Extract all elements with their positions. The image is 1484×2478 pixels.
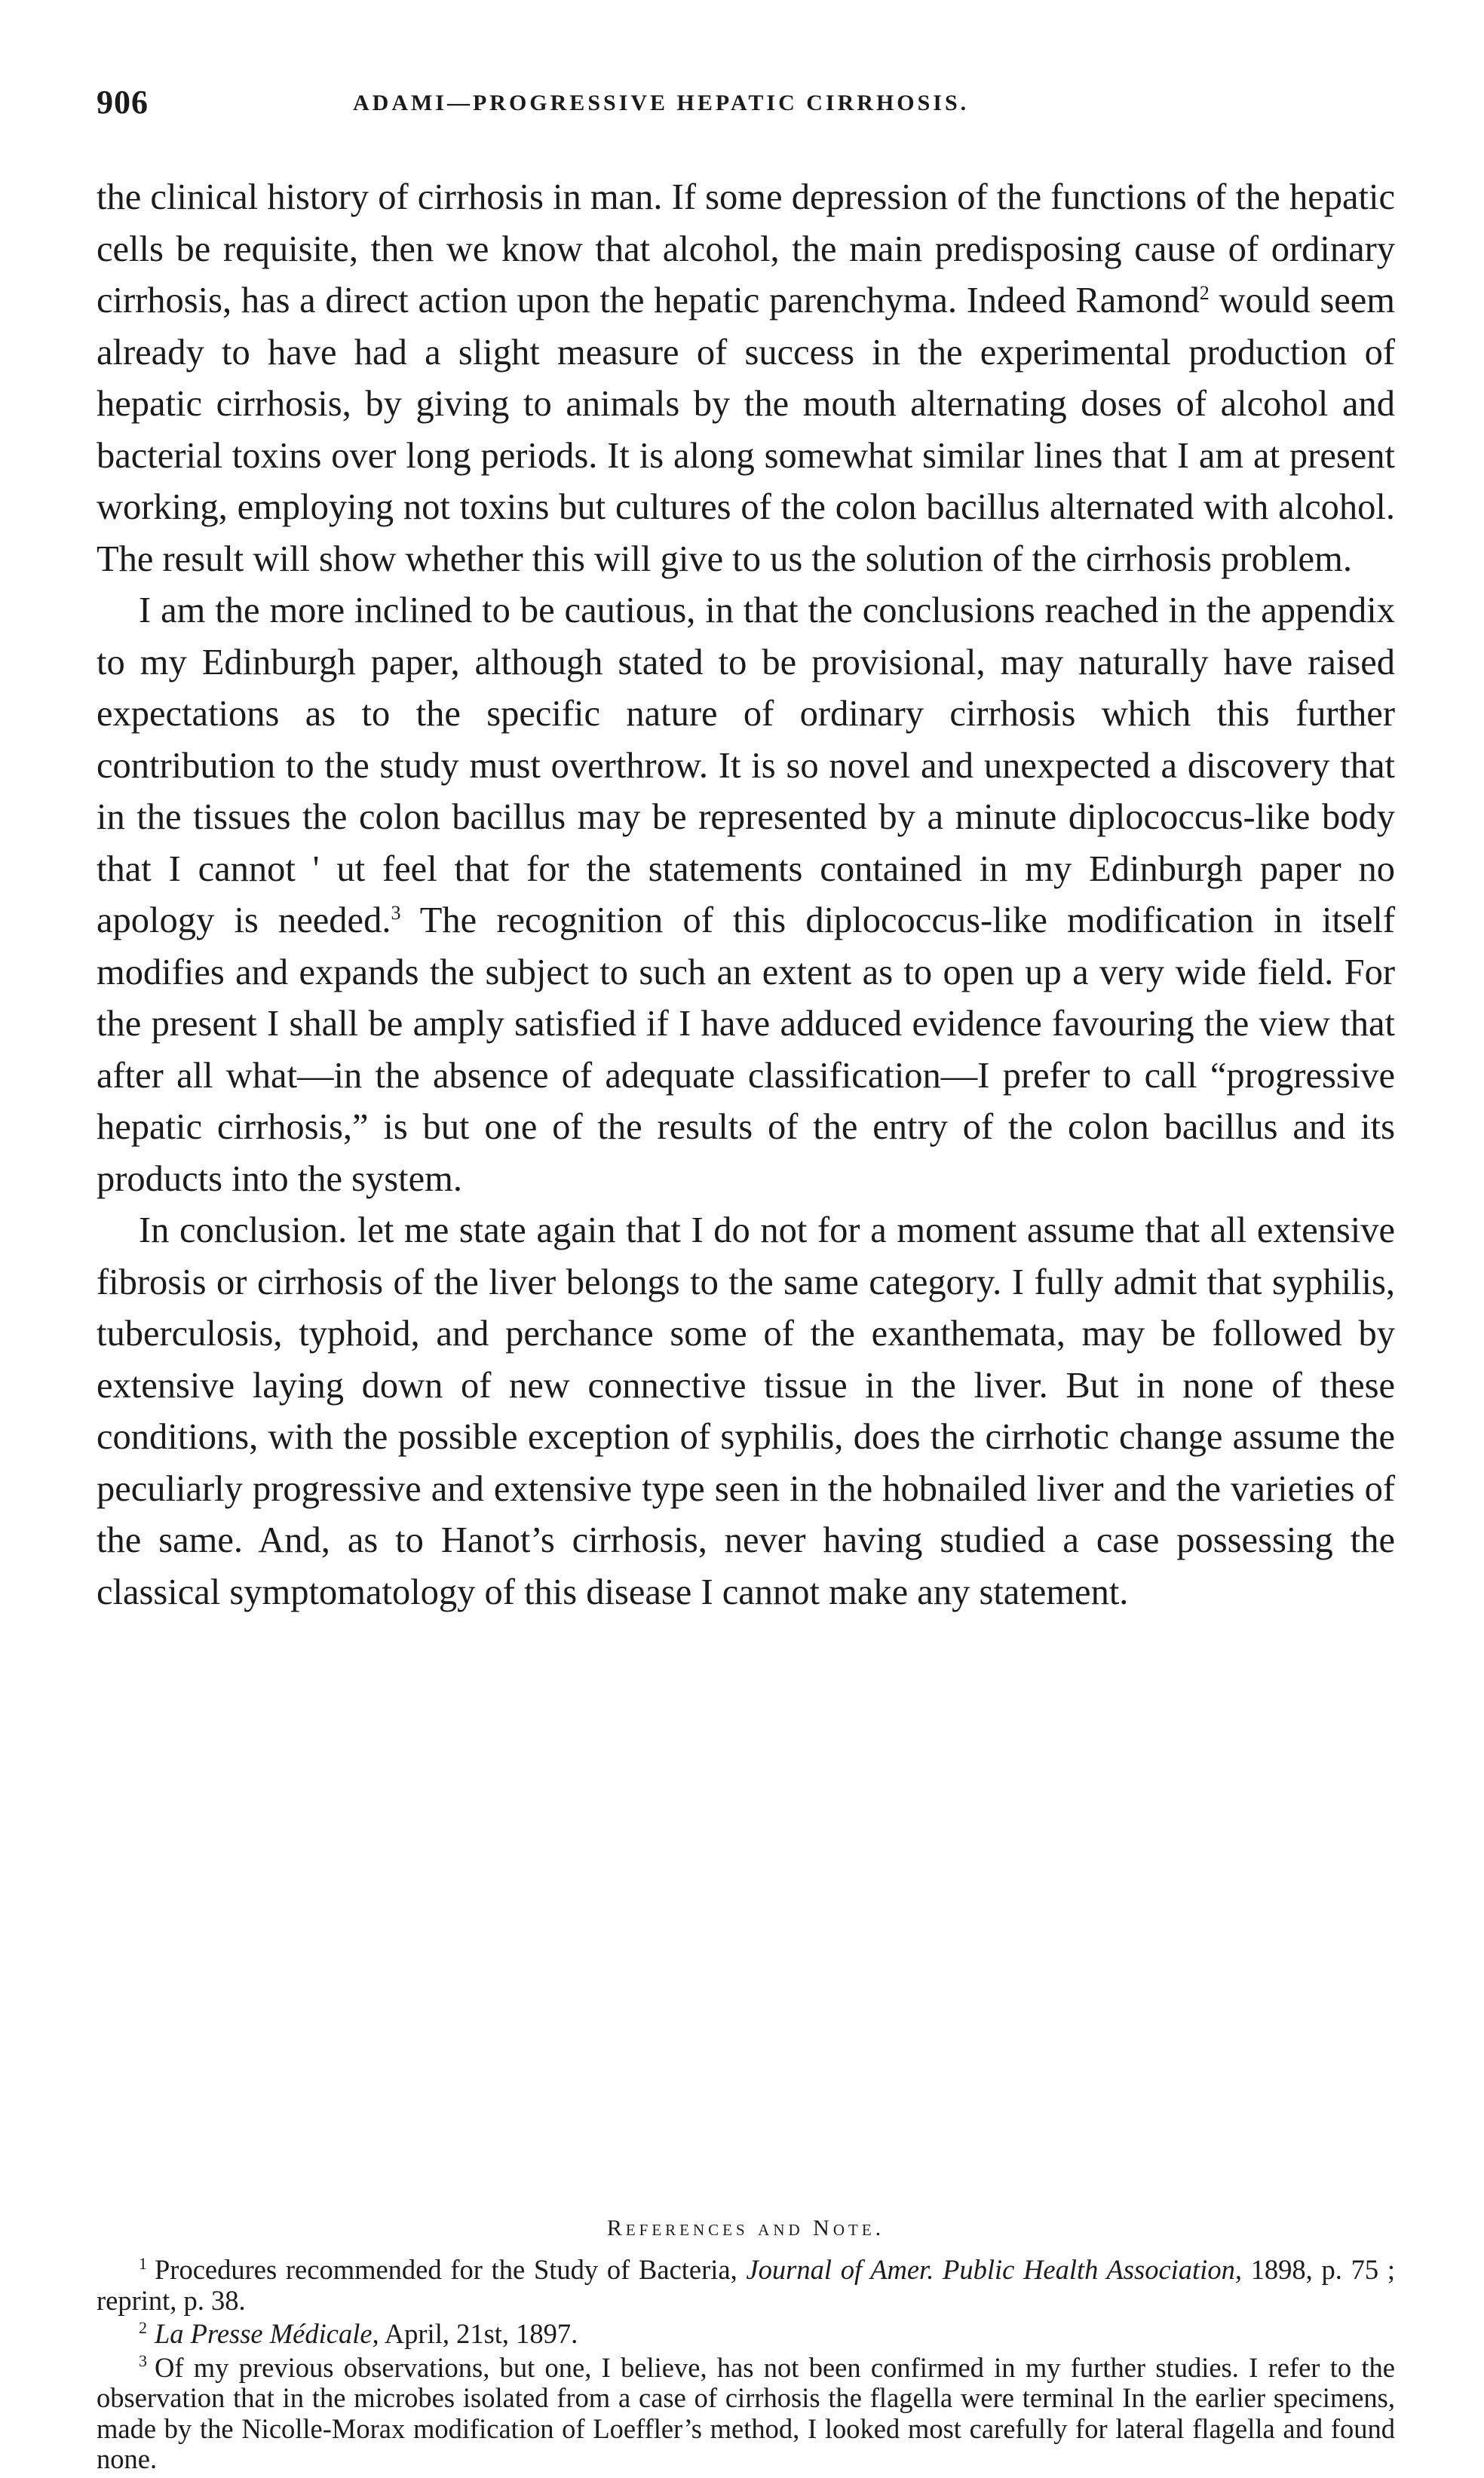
paragraph-text: I am the more inclined to be cautious, in that the conclusions reached in the appendix to my Edinburgh paper, although stated to be provisional, may naturally have raised expectations as to the specific nature of ordinary cirrhosis which this further contribution to the study must overthrow. It is so novel and unexpected a discovery that in the tissues the colon bacillus may be represented by a minute diplococcus-like body that I cannot ' ut feel that for the statements contained in my Edinburgh paper no apology is needed. — [97, 590, 1395, 940]
running-head — [97, 83, 1395, 128]
footnote-text: April, 21st, 1897. — [379, 2318, 578, 2349]
running-title: ADAMI—PROGRESSIVE HEPATIC CIRRHOSIS. — [353, 90, 970, 115]
footnote — [97, 2255, 1395, 2316]
paragraph-text: the clinical history of cirrhosis in man. If some depression of the functions of the hepatic cells be requisite, then we know that alcohol, the main predisposing cause of ordinary cirrhosis, has a direct action upon the hepatic parenchyma. Indeed Ramond — [97, 177, 1395, 320]
paragraph — [97, 172, 1395, 585]
paragraph-text: In conclusion. let me state again that I do not for a moment assume that all extensive fibrosis or cirrhosis of the liver belongs to the same category. I fully admit that syphilis, tuberculosis, typhoid, and perchance some of the exanthemata, may be followed by extensive laying down of new connective tissue in the liver. But in none of these conditions, with the possible exception of syphilis, does the cirrhotic change assume the peculiarly progressive and extensive type seen in the hobnailed liver and the varieties of the same. And, as to Hanot’s cirrhosis, never having studied a case possessing the classical symptomatology of this disease I cannot make any statement. — [97, 1210, 1395, 1612]
footnote-text: Procedures recommended for the Study of Bacteria, — [155, 2254, 747, 2285]
footnote — [97, 2353, 1395, 2475]
footnotes — [97, 2255, 1395, 2478]
paragraph-text: would seem already to have had a slight measure of success in the experimental production of hepatic cirrhosis, by giving to animals by the mouth alternating doses of alcohol and bacterial toxins over long periods. It is along somewhat similar lines that I am at present working, employing not toxins but cultures of the colon bacillus alternated with alcohol. The result will show whether this will give to us the solution of the cirrhosis problem. — [97, 281, 1395, 579]
footnote-journal: La Presse Médicale, — [155, 2318, 379, 2349]
footnote-marker: 2 — [1199, 281, 1210, 304]
footnote-number: 2 — [139, 2317, 147, 2337]
references-heading: References and Note. — [606, 2216, 885, 2240]
page-number: 906 — [97, 84, 149, 121]
footnote-text: Of my previous observations, but one, I believe, has not been confirmed in my further studies. I refer to the observation that in the microbes isolated from a case of cirrhosis the flagella were terminal In the earlier specimens, made by the Nicolle-Morax modification of Loeffler’s method, I looked most carefully for lateral flagella and found none. — [97, 2351, 1395, 2474]
paragraph — [97, 585, 1395, 1205]
body-text — [97, 172, 1395, 1618]
footnote-number: 1 — [139, 2253, 147, 2273]
paragraph-text: The recognition of this diplococcus-like modification in itself modifies and expands the subject to such an extent as to open up a very wide field. For the present I shall be amply satisfied if I have adduced evidence favouring the view that after all what—in the absence of adequate classification—I prefer to call “progressive hepatic cirrhosis,” is but one of the results of the entry of the colon bacillus and its products into the system. — [97, 900, 1395, 1199]
footnote-journal: Journal of Amer. Public Health Association, — [746, 2254, 1242, 2285]
footnote-text: 1898, p. 75 ; reprint, p. 38. — [97, 2254, 1396, 2316]
footnote-marker: 3 — [391, 901, 401, 924]
paragraph — [97, 1205, 1395, 1618]
footnote-number: 3 — [139, 2351, 147, 2371]
footnote — [97, 2319, 1395, 2350]
